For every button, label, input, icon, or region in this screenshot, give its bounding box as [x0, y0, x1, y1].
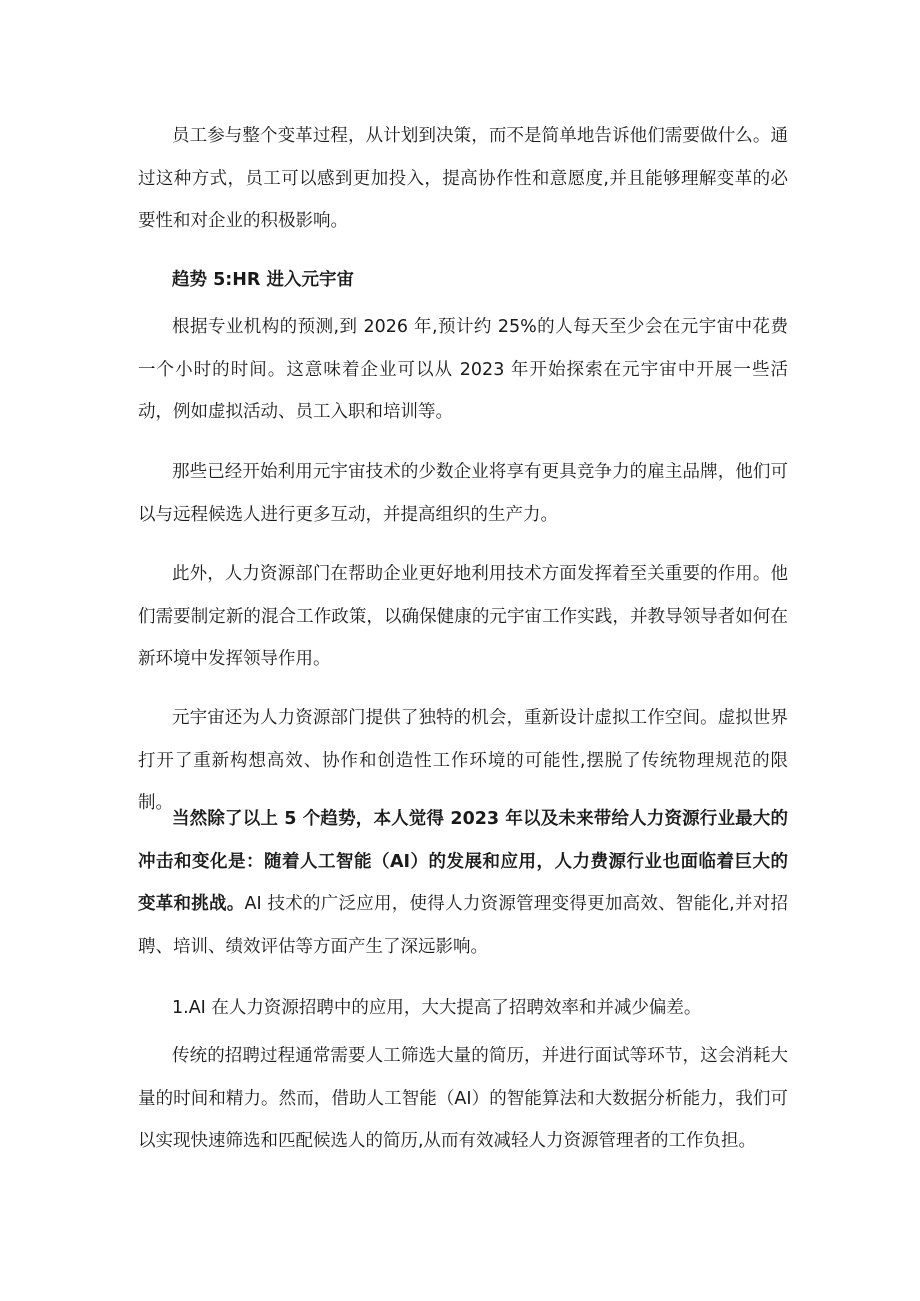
paragraph-traditional-recruiting: 传统的招聘过程通常需要人工筛选大量的简历，并进行面试等环节，这会消耗大量的时间和精力。然而，借助人工智能（AI）的智能算法和大数据分析能力，我们可以实现快速筛选和匹配候选人的简历,从而有效减轻人力资源管理者的工作负担。 [138, 1046, 788, 1151]
heading-trend-5: 趋势 5:HR 进入元宇宙 [172, 270, 354, 290]
paragraph-ai-impact [138, 798, 788, 968]
paragraph-metaverse-forecast: 根据专业机构的预测,到 2026 年,预计约 25%的人每天至少会在元宇宙中花费一个小时的时间。这意味着企业可以从 2023 年开始探索在元宇宙中开展一些活动，例如虚拟活动、员工入职和培训等。 [138, 317, 788, 422]
paragraph-virtual-workspace: 元宇宙还为人力资源部门提供了独特的机会，重新设计虚拟工作空间。虚拟世界打开了重新构想高效、协作和创造性工作环境的可能性,摆脱了传统物理规范的限制。 [138, 708, 788, 813]
paragraph-employer-brand: 那些已经开始利用元宇宙技术的少数企业将享有更具竞争力的雇主品牌，他们可以与远程候选人进行更多互动，并提高组织的生产力。 [138, 462, 788, 525]
paragraph-employee-participation: 员工参与整个变革过程，从计划到决策，而不是简单地告诉他们需要做什么。通过这种方式，员工可以感到更加投入，提高协作性和意愿度,并且能够理解变革的必要性和对企业的积极影响。 [138, 126, 788, 231]
paragraph-ai-recruiting-point: 1.AI 在人力资源招聘中的应用，大大提高了招聘效率和并减少偏差。 [172, 998, 702, 1018]
ai-impact-detail: AI 技术的广泛应用，使得人力资源管理变得更加高效、智能化,并对招聘、培训、绩效评估等方面产生了深远影响。 [138, 894, 788, 957]
ai-impact-emphasis: 当然除了以上 5 个趋势，本人觉得 2023 年以及未来带给人力资源行业最大的冲击和变化是：随着人工智能（AI）的发展和应用，人力费源行业也面临着巨大的变革和挑战。 [138, 809, 788, 914]
paragraph-hr-role: 此外，人力资源部门在帮助企业更好地利用技术方面发挥着至关重要的作用。他们需要制定新的混合工作政策，以确保健康的元宇宙工作实践，并教导领导者如何在新环境中发挥领导作用。 [138, 564, 788, 669]
